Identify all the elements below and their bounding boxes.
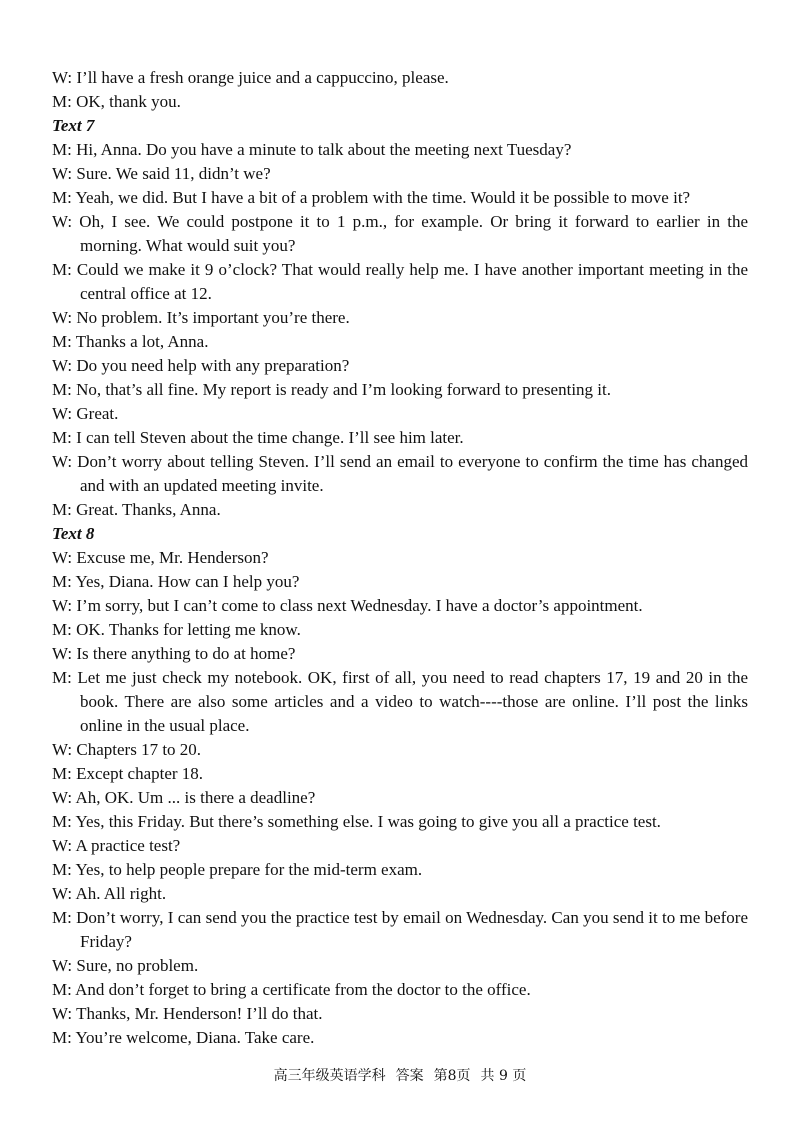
dialogue-line: W: Excuse me, Mr. Henderson? [52, 548, 269, 567]
dialogue-line: M: I can tell Steven about the time change. I’ll see him later. [52, 428, 464, 447]
dialogue-line: W: Don’t worry about telling Steven. I’ll send an email to everyone to confirm the time has changed and with an updated meeting invite. [52, 452, 748, 495]
dialogue-line: W: A practice test? [52, 836, 181, 855]
dialogue-line: M: Yeah, we did. But I have a bit of a problem with the time. Would it be possible to move it? [52, 188, 691, 207]
dialogue-line: W: I’ll have a fresh orange juice and a cappuccino, please. [52, 68, 449, 87]
dialogue-line: M: Yes, to help people prepare for the mid-term exam. [52, 860, 423, 879]
dialogue-line: W: Sure. We said 11, didn’t we? [52, 164, 271, 183]
dialogue-line: W: Ah, OK. Um ... is there a deadline? [52, 788, 316, 807]
transcript-body [52, 66, 748, 1050]
dialogue-line: W: Thanks, Mr. Henderson! I’ll do that. [52, 1004, 323, 1023]
section-heading: Text 7 [52, 116, 95, 135]
dialogue-line: M: Yes, Diana. How can I help you? [52, 572, 300, 591]
dialogue-line: M: OK, thank you. [52, 92, 181, 111]
footer-answer: 答案 [395, 1068, 424, 1084]
dialogue-line: W: Ah. All right. [52, 884, 167, 903]
dialogue-line: W: Is there anything to do at home? [52, 644, 296, 663]
dialogue-line: M: Could we make it 9 o’clock? That would really help me. I have another important meeting in the central office at 12. [52, 260, 748, 303]
dialogue-line: M: Let me just check my notebook. OK, first of all, you need to read chapters 17, 19 and 20 in the book. There are also some articles and a video to watch----those are online. I’ll post the links online in the usual place. [52, 668, 748, 735]
footer-page-number: 第8页 [433, 1068, 471, 1084]
dialogue-line: M: Don’t worry, I can send you the practice test by email on Wednesday. Can you send it to me before Friday? [52, 908, 748, 951]
dialogue-line: M: OK. Thanks for letting me know. [52, 620, 301, 639]
page-footer [0, 1067, 800, 1085]
dialogue-line: M: No, that’s all fine. My report is ready and I’m looking forward to presenting it. [52, 380, 611, 399]
dialogue-line: W: Sure, no problem. [52, 956, 199, 975]
dialogue-line: W: Great. [52, 404, 119, 423]
dialogue-line: M: You’re welcome, Diana. Take care. [52, 1028, 315, 1047]
dialogue-line: M: And don’t forget to bring a certificate from the doctor to the office. [52, 980, 531, 999]
dialogue-line: W: Chapters 17 to 20. [52, 740, 202, 759]
dialogue-line: M: Yes, this Friday. But there’s something else. I was going to give you all a practice test. [52, 812, 661, 831]
footer-subject: 高三年级英语学科 [273, 1068, 386, 1084]
dialogue-line: M: Thanks a lot, Anna. [52, 332, 209, 351]
dialogue-line: W: No problem. It’s important you’re there. [52, 308, 350, 327]
dialogue-line: W: Do you need help with any preparation? [52, 356, 350, 375]
dialogue-line: M: Except chapter 18. [52, 764, 204, 783]
dialogue-line: W: I’m sorry, but I can’t come to class next Wednesday. I have a doctor’s appointment. [52, 596, 643, 615]
dialogue-line: M: Great. Thanks, Anna. [52, 500, 221, 519]
footer-total-pages: 共 9 页 [480, 1068, 527, 1084]
section-heading: Text 8 [52, 524, 95, 543]
dialogue-line: M: Hi, Anna. Do you have a minute to talk about the meeting next Tuesday? [52, 140, 572, 159]
dialogue-line: W: Oh, I see. We could postpone it to 1 p.m., for example. Or bring it forward to earlier in the morning. What would suit you? [52, 212, 748, 255]
